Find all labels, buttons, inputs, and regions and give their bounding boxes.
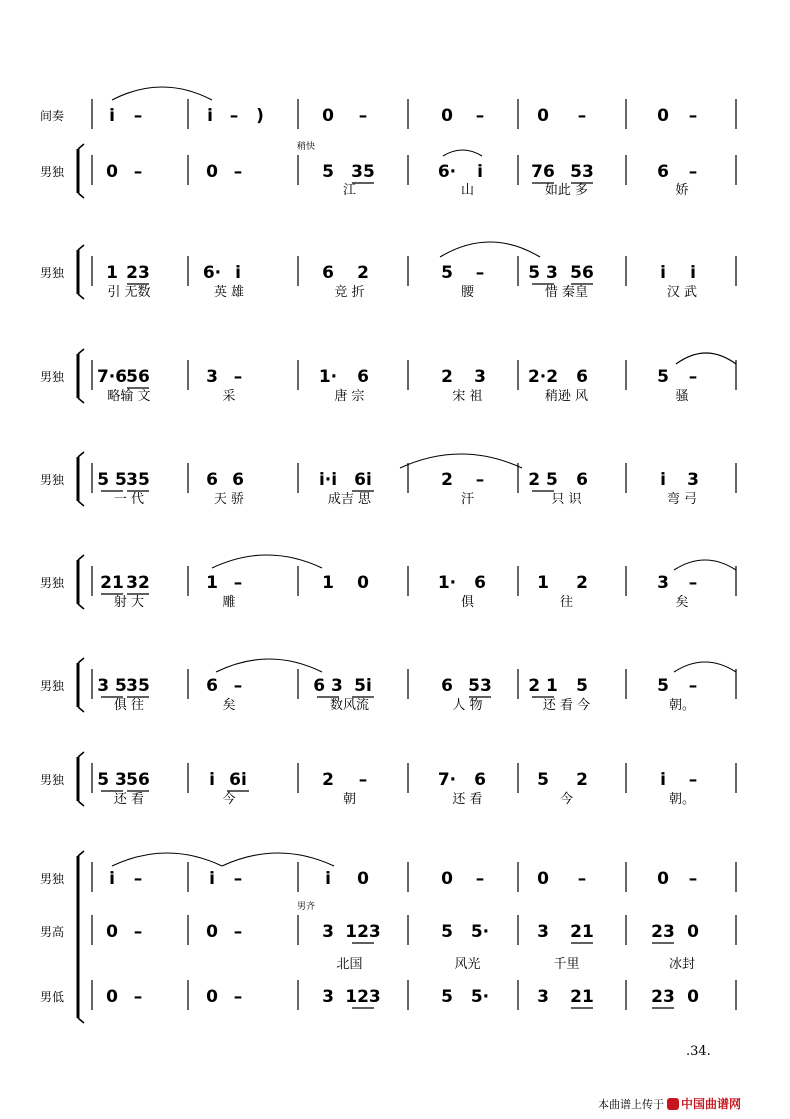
note: 3	[657, 573, 669, 593]
note: 3 5	[97, 676, 127, 696]
system-bracket-hook	[78, 604, 84, 609]
system-bracket-hook	[78, 193, 84, 198]
note: 2	[576, 573, 588, 593]
lyric: 如此 多	[544, 183, 589, 198]
system-bracket-hook	[78, 501, 84, 506]
lyric: 人 物	[452, 698, 483, 713]
note: 3	[322, 987, 334, 1007]
note: i̇	[660, 770, 666, 790]
note: 5	[657, 367, 669, 387]
slur	[676, 353, 736, 364]
note: 6	[322, 263, 334, 283]
note: 6	[441, 676, 453, 696]
note: 0	[687, 987, 699, 1007]
lyric: 惜 秦皇	[544, 285, 589, 300]
note: 2·2	[527, 367, 559, 387]
system-bracket-hook	[78, 1018, 84, 1023]
note: –	[133, 987, 143, 1007]
note: i̇	[235, 263, 241, 283]
part-label: 男独	[40, 872, 65, 886]
lyric: 一 代	[113, 492, 145, 507]
system-bracket-hook	[78, 452, 84, 457]
slur	[443, 150, 482, 156]
lyric: 腰	[460, 285, 475, 300]
note: i̇	[325, 869, 331, 889]
note: i̇	[660, 263, 666, 283]
note: 6	[576, 367, 588, 387]
note: 32	[126, 573, 150, 593]
lyric: 骚	[675, 389, 689, 404]
note: 6	[657, 162, 669, 182]
note: 6 3	[313, 676, 343, 696]
tempo-marking: 稍快	[296, 142, 316, 152]
lyric: 千里	[553, 957, 580, 972]
note: 0	[537, 106, 549, 126]
lyric: 英 雄	[213, 285, 245, 300]
lyric: 采	[222, 389, 236, 404]
note: 0	[106, 987, 118, 1007]
note: 1	[322, 573, 334, 593]
note: –	[577, 106, 587, 126]
note: i̇	[207, 106, 213, 126]
footer-brand: 中国曲谱网	[681, 1097, 742, 1111]
note: 23	[651, 922, 675, 942]
lyric: 俱 往	[113, 698, 145, 713]
slur	[674, 560, 736, 570]
note: 6	[474, 770, 486, 790]
note: –	[133, 869, 143, 889]
system-bracket-hook	[78, 707, 84, 712]
system-bracket-hook	[78, 851, 84, 856]
note: 1	[106, 263, 118, 283]
slur	[400, 454, 522, 468]
part-label: 男独	[40, 473, 65, 487]
note: 6·	[437, 162, 457, 182]
slur	[112, 87, 212, 100]
system-bracket-hook	[78, 752, 84, 757]
note: 6	[232, 470, 244, 490]
lyric: 俱	[460, 595, 475, 610]
note: 6	[206, 470, 218, 490]
note: 0	[657, 106, 669, 126]
note: 1	[537, 573, 549, 593]
note: 0	[537, 869, 549, 889]
lyric: 冰封	[668, 957, 696, 972]
lyric: 只 识	[551, 492, 582, 507]
system-bracket-hook	[78, 294, 84, 299]
note: 6	[357, 367, 369, 387]
lyric: 矣	[675, 595, 689, 610]
note: 2	[441, 470, 453, 490]
note: 35	[126, 676, 150, 696]
note: )	[256, 106, 264, 126]
footer-credit	[598, 1095, 784, 1113]
note: 76	[531, 162, 555, 182]
note: –	[475, 106, 485, 126]
note: 7·	[437, 770, 457, 790]
note: 21	[570, 922, 594, 942]
lyric: 今	[559, 792, 574, 807]
lyric: 引 无数	[107, 285, 151, 300]
note: 2	[576, 770, 588, 790]
note: 3	[537, 922, 549, 942]
note: 35	[126, 470, 150, 490]
system-bracket-hook	[78, 801, 84, 806]
note: 53	[468, 676, 492, 696]
note: 5 3	[97, 770, 127, 790]
note: 3	[206, 367, 218, 387]
note: –	[133, 922, 143, 942]
note: 0	[687, 922, 699, 942]
note: –	[233, 367, 243, 387]
part-label: 男独	[40, 576, 65, 590]
system-bracket-hook	[78, 349, 84, 354]
note: 23	[126, 263, 150, 283]
note: 0	[357, 573, 369, 593]
part-label: 男独	[40, 370, 65, 384]
note: 56	[126, 367, 150, 387]
lyric: 成吉 思	[327, 492, 372, 507]
system-bracket-hook	[78, 144, 84, 149]
note: 21	[570, 987, 594, 1007]
note: 0	[106, 162, 118, 182]
note: 1·	[437, 573, 457, 593]
note: –	[577, 869, 587, 889]
slur	[216, 659, 322, 672]
note: 6·	[202, 263, 222, 283]
note: –	[233, 987, 243, 1007]
note: 5	[441, 922, 453, 942]
lyric: 北国	[336, 957, 363, 972]
lyric: 数风流	[329, 698, 370, 713]
note: 3	[322, 922, 334, 942]
note: i̇	[660, 470, 666, 490]
note: –	[233, 869, 243, 889]
part-label: 间奏	[40, 109, 65, 123]
note: –	[229, 106, 239, 126]
note: –	[233, 162, 243, 182]
note: 2	[322, 770, 334, 790]
system-bracket-hook	[78, 245, 84, 250]
note: 0	[106, 922, 118, 942]
site-logo-icon	[667, 1098, 679, 1110]
note: i̇	[209, 869, 215, 889]
note: –	[688, 106, 698, 126]
lyric: 山	[460, 183, 475, 198]
tempo-marking: 男齐	[296, 902, 316, 912]
note: –	[475, 263, 485, 283]
lyric: 稍逊 风	[544, 389, 589, 404]
note: 5i̇	[354, 676, 372, 696]
note: 1·	[318, 367, 338, 387]
note: –	[358, 770, 368, 790]
lyric: 唐 宗	[334, 389, 365, 404]
lyric: 朝。	[668, 698, 696, 713]
lyric: 娇	[675, 183, 689, 198]
note: 0	[206, 162, 218, 182]
note: –	[688, 162, 698, 182]
note: 1	[206, 573, 218, 593]
note: –	[233, 676, 243, 696]
note: –	[688, 869, 698, 889]
note: 2 1	[528, 676, 558, 696]
note: –	[688, 573, 698, 593]
lyric: 江	[342, 183, 357, 198]
note: 35	[351, 162, 375, 182]
note: 6	[474, 573, 486, 593]
note: 56	[126, 770, 150, 790]
system-bracket-hook	[78, 398, 84, 403]
note: 0	[206, 987, 218, 1007]
note: i̇	[109, 869, 115, 889]
note: 3	[537, 987, 549, 1007]
note: –	[475, 869, 485, 889]
note: –	[233, 573, 243, 593]
note: 23	[651, 987, 675, 1007]
note: –	[233, 922, 243, 942]
note: –	[358, 106, 368, 126]
lyric: 汉 武	[666, 285, 698, 300]
note: i̇	[690, 263, 696, 283]
lyric: 还 看 今	[542, 698, 591, 713]
note: 5·	[470, 922, 490, 942]
system-bracket-hook	[78, 658, 84, 663]
note: 5	[657, 676, 669, 696]
note: –	[133, 106, 143, 126]
part-label: 男独	[40, 165, 65, 179]
note: 6i̇	[354, 470, 372, 490]
note: 0	[206, 922, 218, 942]
note: 5	[576, 676, 588, 696]
part-label: 男独	[40, 773, 65, 787]
note: 0	[357, 869, 369, 889]
note: 21	[100, 573, 124, 593]
note: –	[133, 162, 143, 182]
note: 5	[537, 770, 549, 790]
lyric: 汗	[460, 492, 475, 507]
slur	[222, 853, 334, 866]
note: 0	[441, 869, 453, 889]
note: 0	[322, 106, 334, 126]
lyric: 今	[222, 792, 236, 807]
lyric: 竞 折	[334, 285, 365, 300]
note: 2	[357, 263, 369, 283]
lyric: 略输 文	[107, 389, 151, 404]
part-label: 男高	[40, 925, 65, 939]
note: 5	[441, 263, 453, 283]
lyric: 宋 祖	[452, 389, 483, 404]
slur	[674, 662, 736, 672]
lyric: 朝。	[668, 792, 696, 807]
note: 5	[322, 162, 334, 182]
note: 2 5	[528, 470, 558, 490]
note: 123	[345, 922, 381, 942]
note: 6	[576, 470, 588, 490]
note: 6i̇	[229, 770, 247, 790]
system-bracket-hook	[78, 555, 84, 560]
page-number: .34.	[686, 1044, 711, 1059]
note: –	[475, 470, 485, 490]
lyric: 雕	[222, 595, 236, 610]
note: 53	[570, 162, 594, 182]
note: i̇	[209, 770, 215, 790]
note: 5 5	[97, 470, 127, 490]
note: i̇	[109, 106, 115, 126]
note: i̇	[477, 162, 483, 182]
note: 5·	[470, 987, 490, 1007]
note: 3	[474, 367, 486, 387]
part-label: 男独	[40, 266, 65, 280]
footer-text: 本曲谱上传于	[598, 1098, 664, 1111]
note: 123	[345, 987, 381, 1007]
note: 5	[441, 987, 453, 1007]
lyric: 天 骄	[213, 492, 245, 507]
lyric: 朝	[342, 792, 357, 807]
note: 7·6	[96, 367, 128, 387]
note: –	[688, 367, 698, 387]
part-label: 男低	[40, 990, 65, 1004]
note: 5 3	[528, 263, 558, 283]
note: –	[688, 676, 698, 696]
slur	[212, 555, 322, 568]
lyric: 射 大	[113, 595, 145, 610]
note: 56	[570, 263, 594, 283]
lyric: 弯 弓	[666, 492, 698, 507]
note: –	[688, 770, 698, 790]
lyric: 往	[559, 595, 574, 610]
note: i̇·i̇	[318, 470, 338, 490]
note: 0	[657, 869, 669, 889]
slur	[440, 242, 540, 257]
lyric: 风光	[454, 957, 481, 972]
lyric: 还 看	[452, 792, 483, 807]
note: 3	[687, 470, 699, 490]
lyric: 还 看	[113, 792, 145, 807]
note: 6	[206, 676, 218, 696]
note: 0	[441, 106, 453, 126]
note: 2	[441, 367, 453, 387]
slur	[112, 853, 222, 866]
part-label: 男独	[40, 679, 65, 693]
lyric: 矣	[222, 698, 236, 713]
